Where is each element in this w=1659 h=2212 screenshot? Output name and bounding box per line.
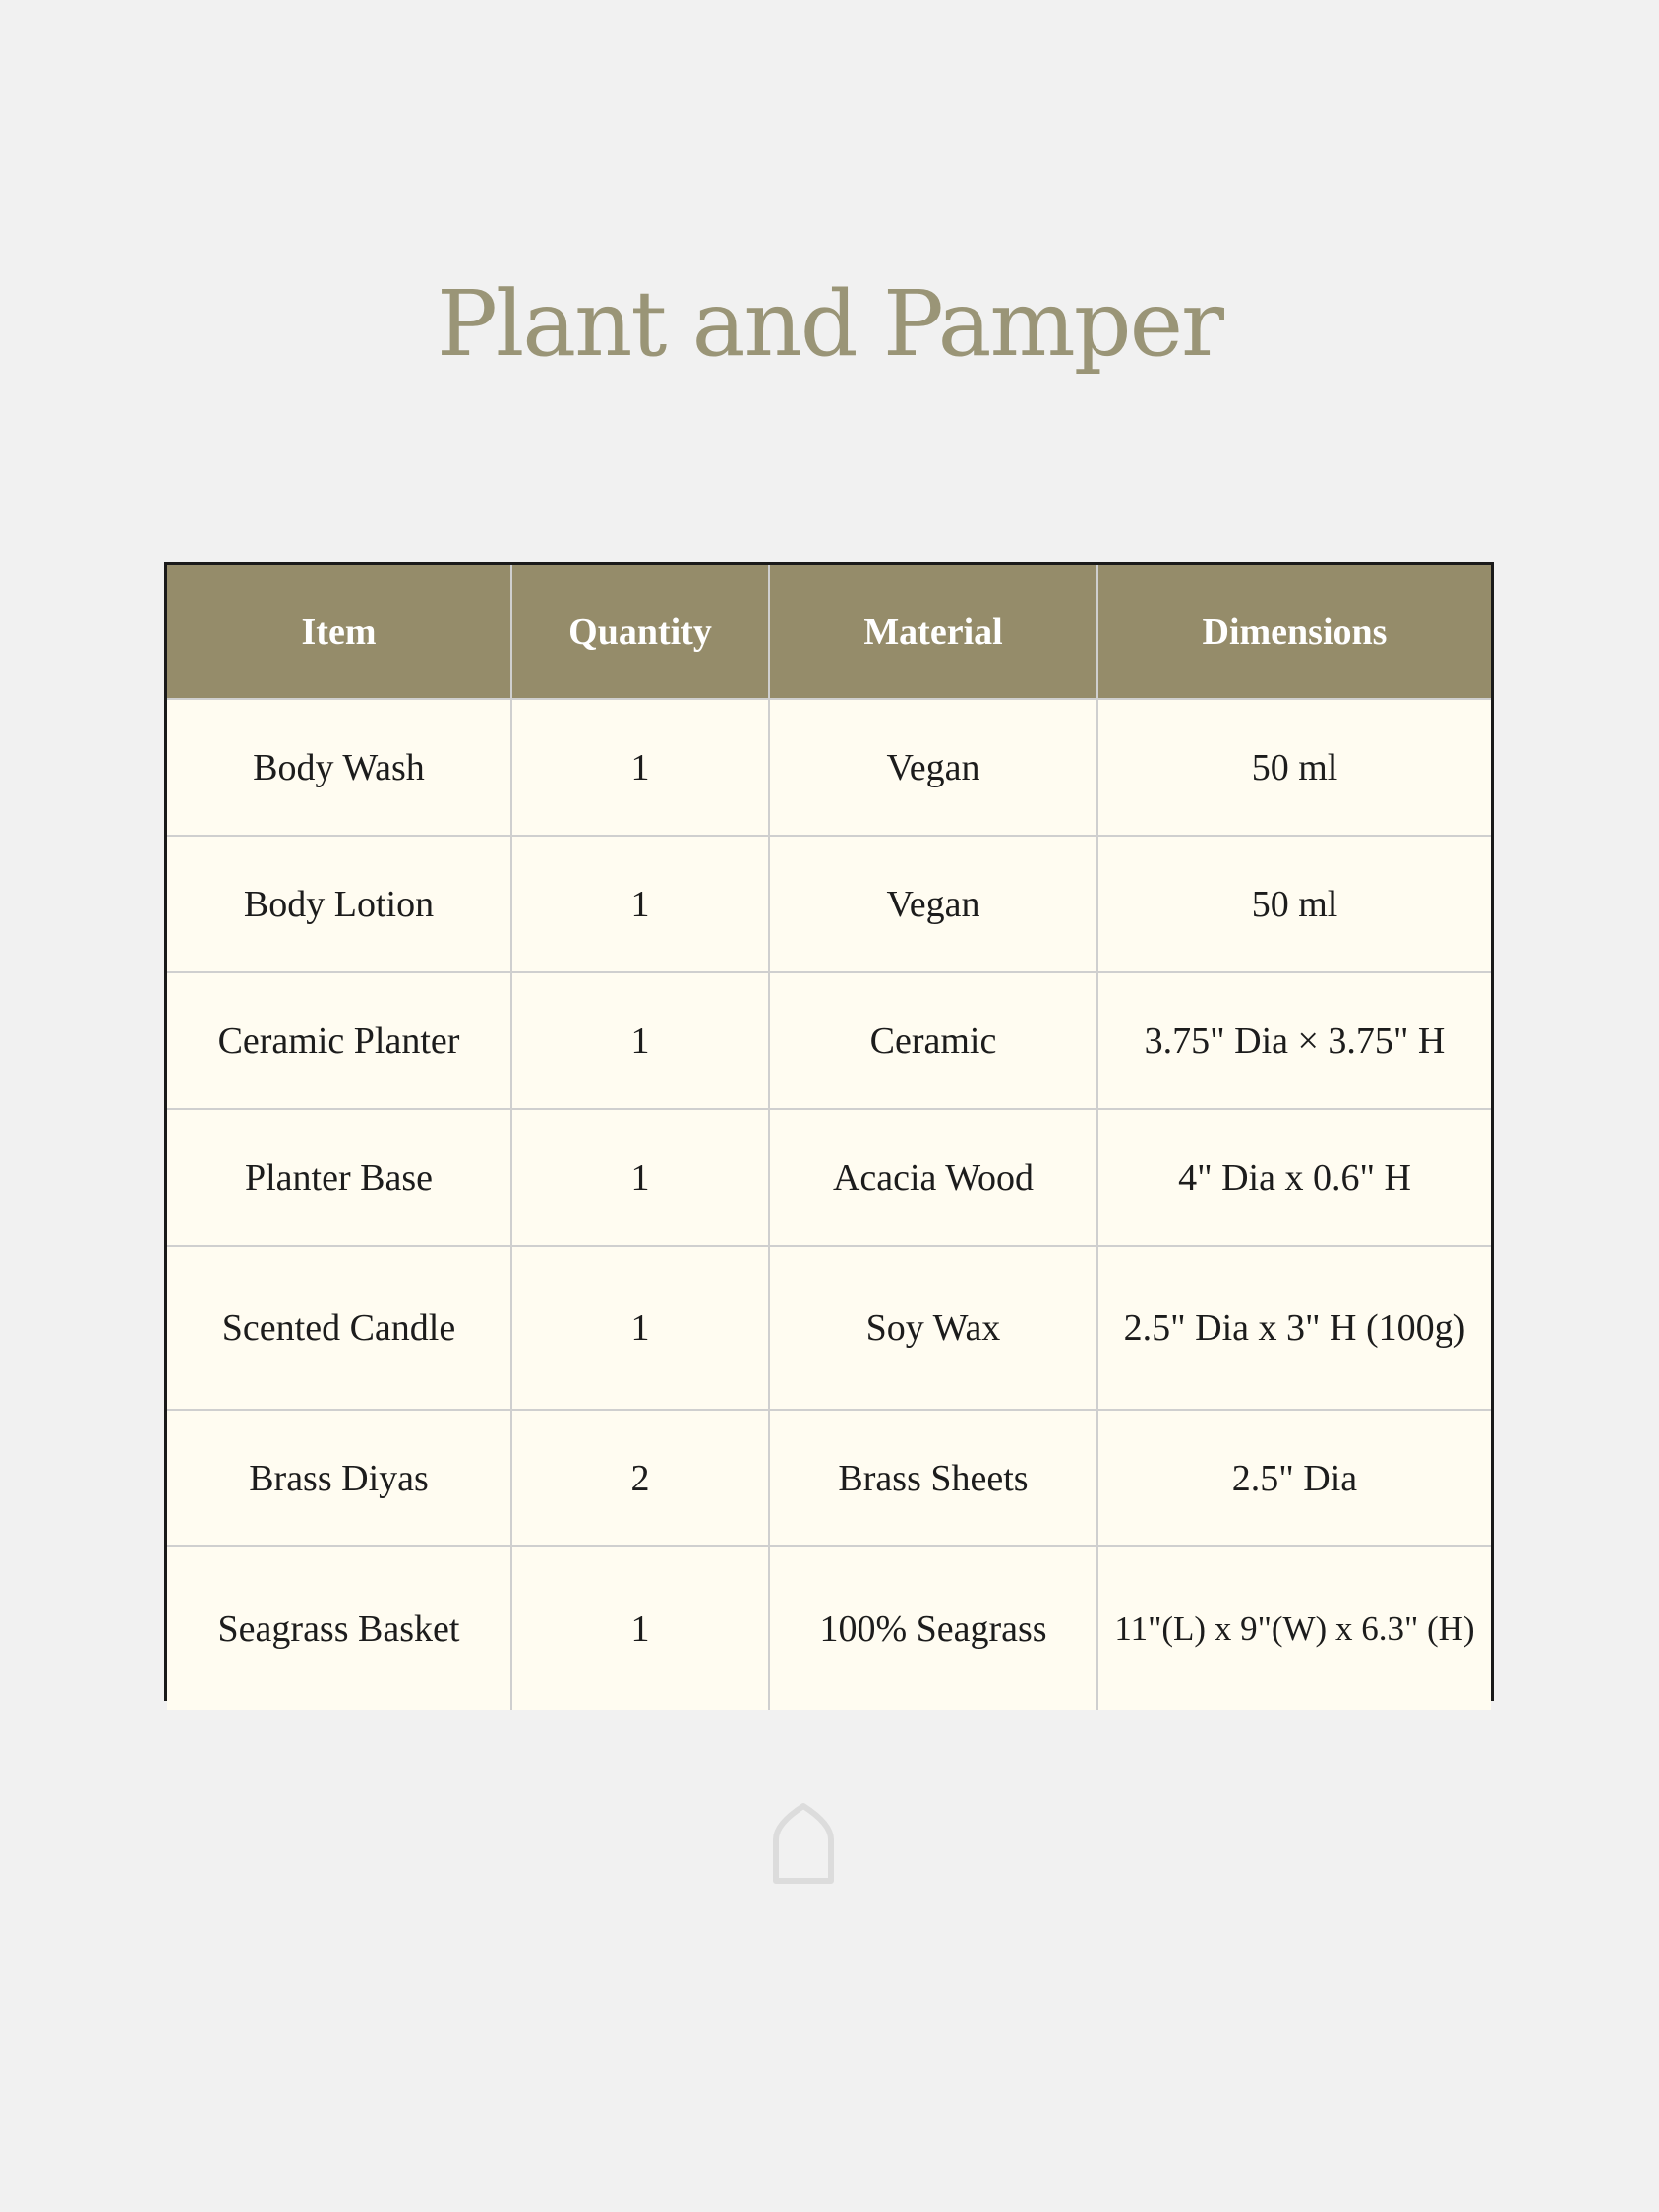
cell-item: Brass Diyas [167,1410,511,1546]
header-quantity: Quantity [511,565,769,699]
header-dimensions: Dimensions [1097,565,1491,699]
header-item: Item [167,565,511,699]
table-row [167,1109,1491,1246]
header-material: Material [769,565,1097,699]
table-row [167,1246,1491,1410]
cell-material: Ceramic [769,972,1097,1109]
cell-item: Body Wash [167,699,511,836]
cell-material: 100% Seagrass [769,1546,1097,1710]
home-icon [771,1802,836,1885]
cell-quantity: 2 [511,1410,769,1546]
table-header-row [167,565,1491,699]
cell-dimensions: 3.75" Dia × 3.75" H [1097,972,1491,1109]
cell-quantity: 1 [511,1109,769,1246]
cell-dimensions: 50 ml [1097,836,1491,972]
cell-material: Soy Wax [769,1246,1097,1410]
cell-item: Scented Candle [167,1246,511,1410]
cell-material: Brass Sheets [769,1410,1097,1546]
cell-dimensions: 2.5" Dia x 3" H (100g) [1097,1246,1491,1410]
cell-quantity: 1 [511,1546,769,1710]
cell-quantity: 1 [511,699,769,836]
product-table-grid [167,565,1491,1710]
cell-material: Vegan [769,836,1097,972]
table-row [167,836,1491,972]
cell-material: Vegan [769,699,1097,836]
cell-dimensions: 50 ml [1097,699,1491,836]
cell-quantity: 1 [511,972,769,1109]
table-row [167,1546,1491,1710]
cell-dimensions: 11"(L) x 9"(W) x 6.3" (H) [1097,1546,1491,1710]
table-row [167,1410,1491,1546]
product-table [164,562,1494,1701]
cell-dimensions: 4" Dia x 0.6" H [1097,1109,1491,1246]
cell-item: Seagrass Basket [167,1546,511,1710]
cell-dimensions: 2.5" Dia [1097,1410,1491,1546]
table-row [167,699,1491,836]
page-title: Plant and Pamper [436,271,1223,377]
cell-material: Acacia Wood [769,1109,1097,1246]
table-row [167,972,1491,1109]
cell-quantity: 1 [511,836,769,972]
cell-item: Ceramic Planter [167,972,511,1109]
cell-quantity: 1 [511,1246,769,1410]
cell-item: Planter Base [167,1109,511,1246]
cell-item: Body Lotion [167,836,511,972]
